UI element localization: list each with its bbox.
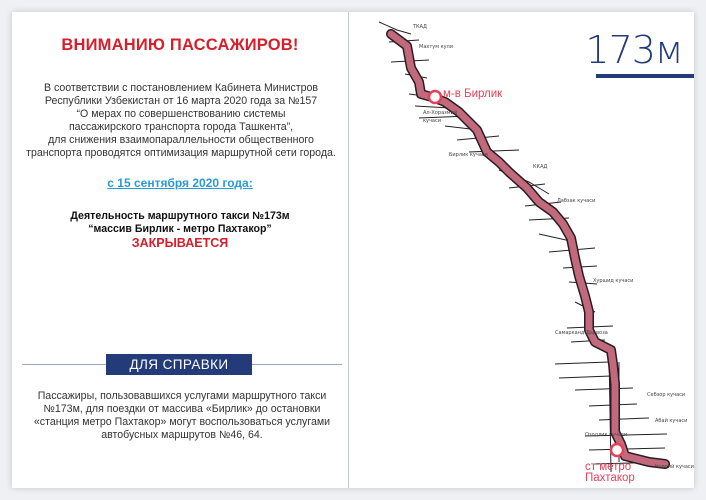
closes-label: ЗАКРЫВАЕТСЯ — [131, 236, 229, 250]
reference-badge: ДЛЯ СПРАВКИ — [106, 354, 252, 375]
street-label: Самарканд Дарвоза — [555, 330, 608, 336]
street-line — [559, 376, 611, 378]
end-stop-marker — [611, 444, 623, 456]
activity-line: Деятельность маршрутного такси №173м — [70, 210, 290, 222]
end-stop-line: Пахтакор — [585, 472, 635, 484]
notice-headline: ВНИМАНИЮ ПАССАЖИРОВ! — [61, 36, 299, 54]
end-stop-label — [585, 462, 635, 484]
street-label: кучаси — [423, 118, 441, 124]
start-stop-label: м-в Бирлик — [443, 88, 503, 100]
notice-intro — [22, 82, 340, 160]
notice-sheet — [12, 12, 694, 488]
start-stop-marker — [429, 91, 441, 103]
activity-line: “массив Бирлик - метро Пахтакор” — [88, 223, 272, 235]
street-label: Озодлик кучаси — [585, 432, 628, 438]
street-label: Махтум кули — [419, 44, 453, 50]
intro-line: Республики Узбекистан от 16 марта 2020 года за №157 — [44, 95, 318, 107]
activity-text — [12, 210, 348, 236]
street-line — [575, 388, 633, 390]
reference-line: Пассажиры, пользовавшихся услугами маршрутного такси — [37, 390, 327, 402]
reference-line: автобусных маршрутов №46, 64. — [101, 429, 263, 441]
street-label: Бирлик кучаси — [449, 152, 488, 158]
end-stop-line: ст метро — [585, 461, 632, 473]
street-label: Лабзак кучаси — [557, 198, 596, 204]
street-label: Ал-Хоразмий — [423, 110, 458, 116]
street-label: Навоий кучаси — [655, 464, 694, 470]
intro-line: для снижения взаимопараллельности общественного — [48, 134, 314, 146]
street-line — [599, 418, 649, 420]
street-line — [555, 362, 609, 364]
street-label: Себзор кучаси — [647, 392, 686, 398]
route-map-svg — [349, 12, 694, 488]
intro-line: пассажирского транспорта города Ташкента”, — [68, 121, 294, 133]
reference-line: №173м, для поездки от массива «Бирлик» до остановки — [43, 403, 321, 415]
street-label: Хуршид кучаси — [593, 278, 634, 284]
street-label: ККАД — [533, 164, 548, 170]
route-map — [349, 12, 694, 488]
intro-line: транспорта проводятся оптимизация маршрутной сети города. — [26, 147, 336, 159]
street-label: ТКАД — [413, 24, 427, 30]
reference-line: «станция метро Пахтакор» могут воспользоваться услугами — [33, 416, 331, 428]
intro-line: В соответствии с постановлением Кабинета Министров — [43, 82, 319, 94]
street-label: Абай кучаси — [655, 418, 688, 424]
effective-date: с 15 сентября 2020 года: — [107, 176, 253, 190]
reference-text — [22, 390, 342, 442]
route-number: 173м — [585, 28, 683, 72]
route-number-underline — [596, 74, 694, 78]
notice-panel — [12, 12, 348, 488]
intro-line: “О мерах по совершенствованию системы — [76, 108, 286, 120]
